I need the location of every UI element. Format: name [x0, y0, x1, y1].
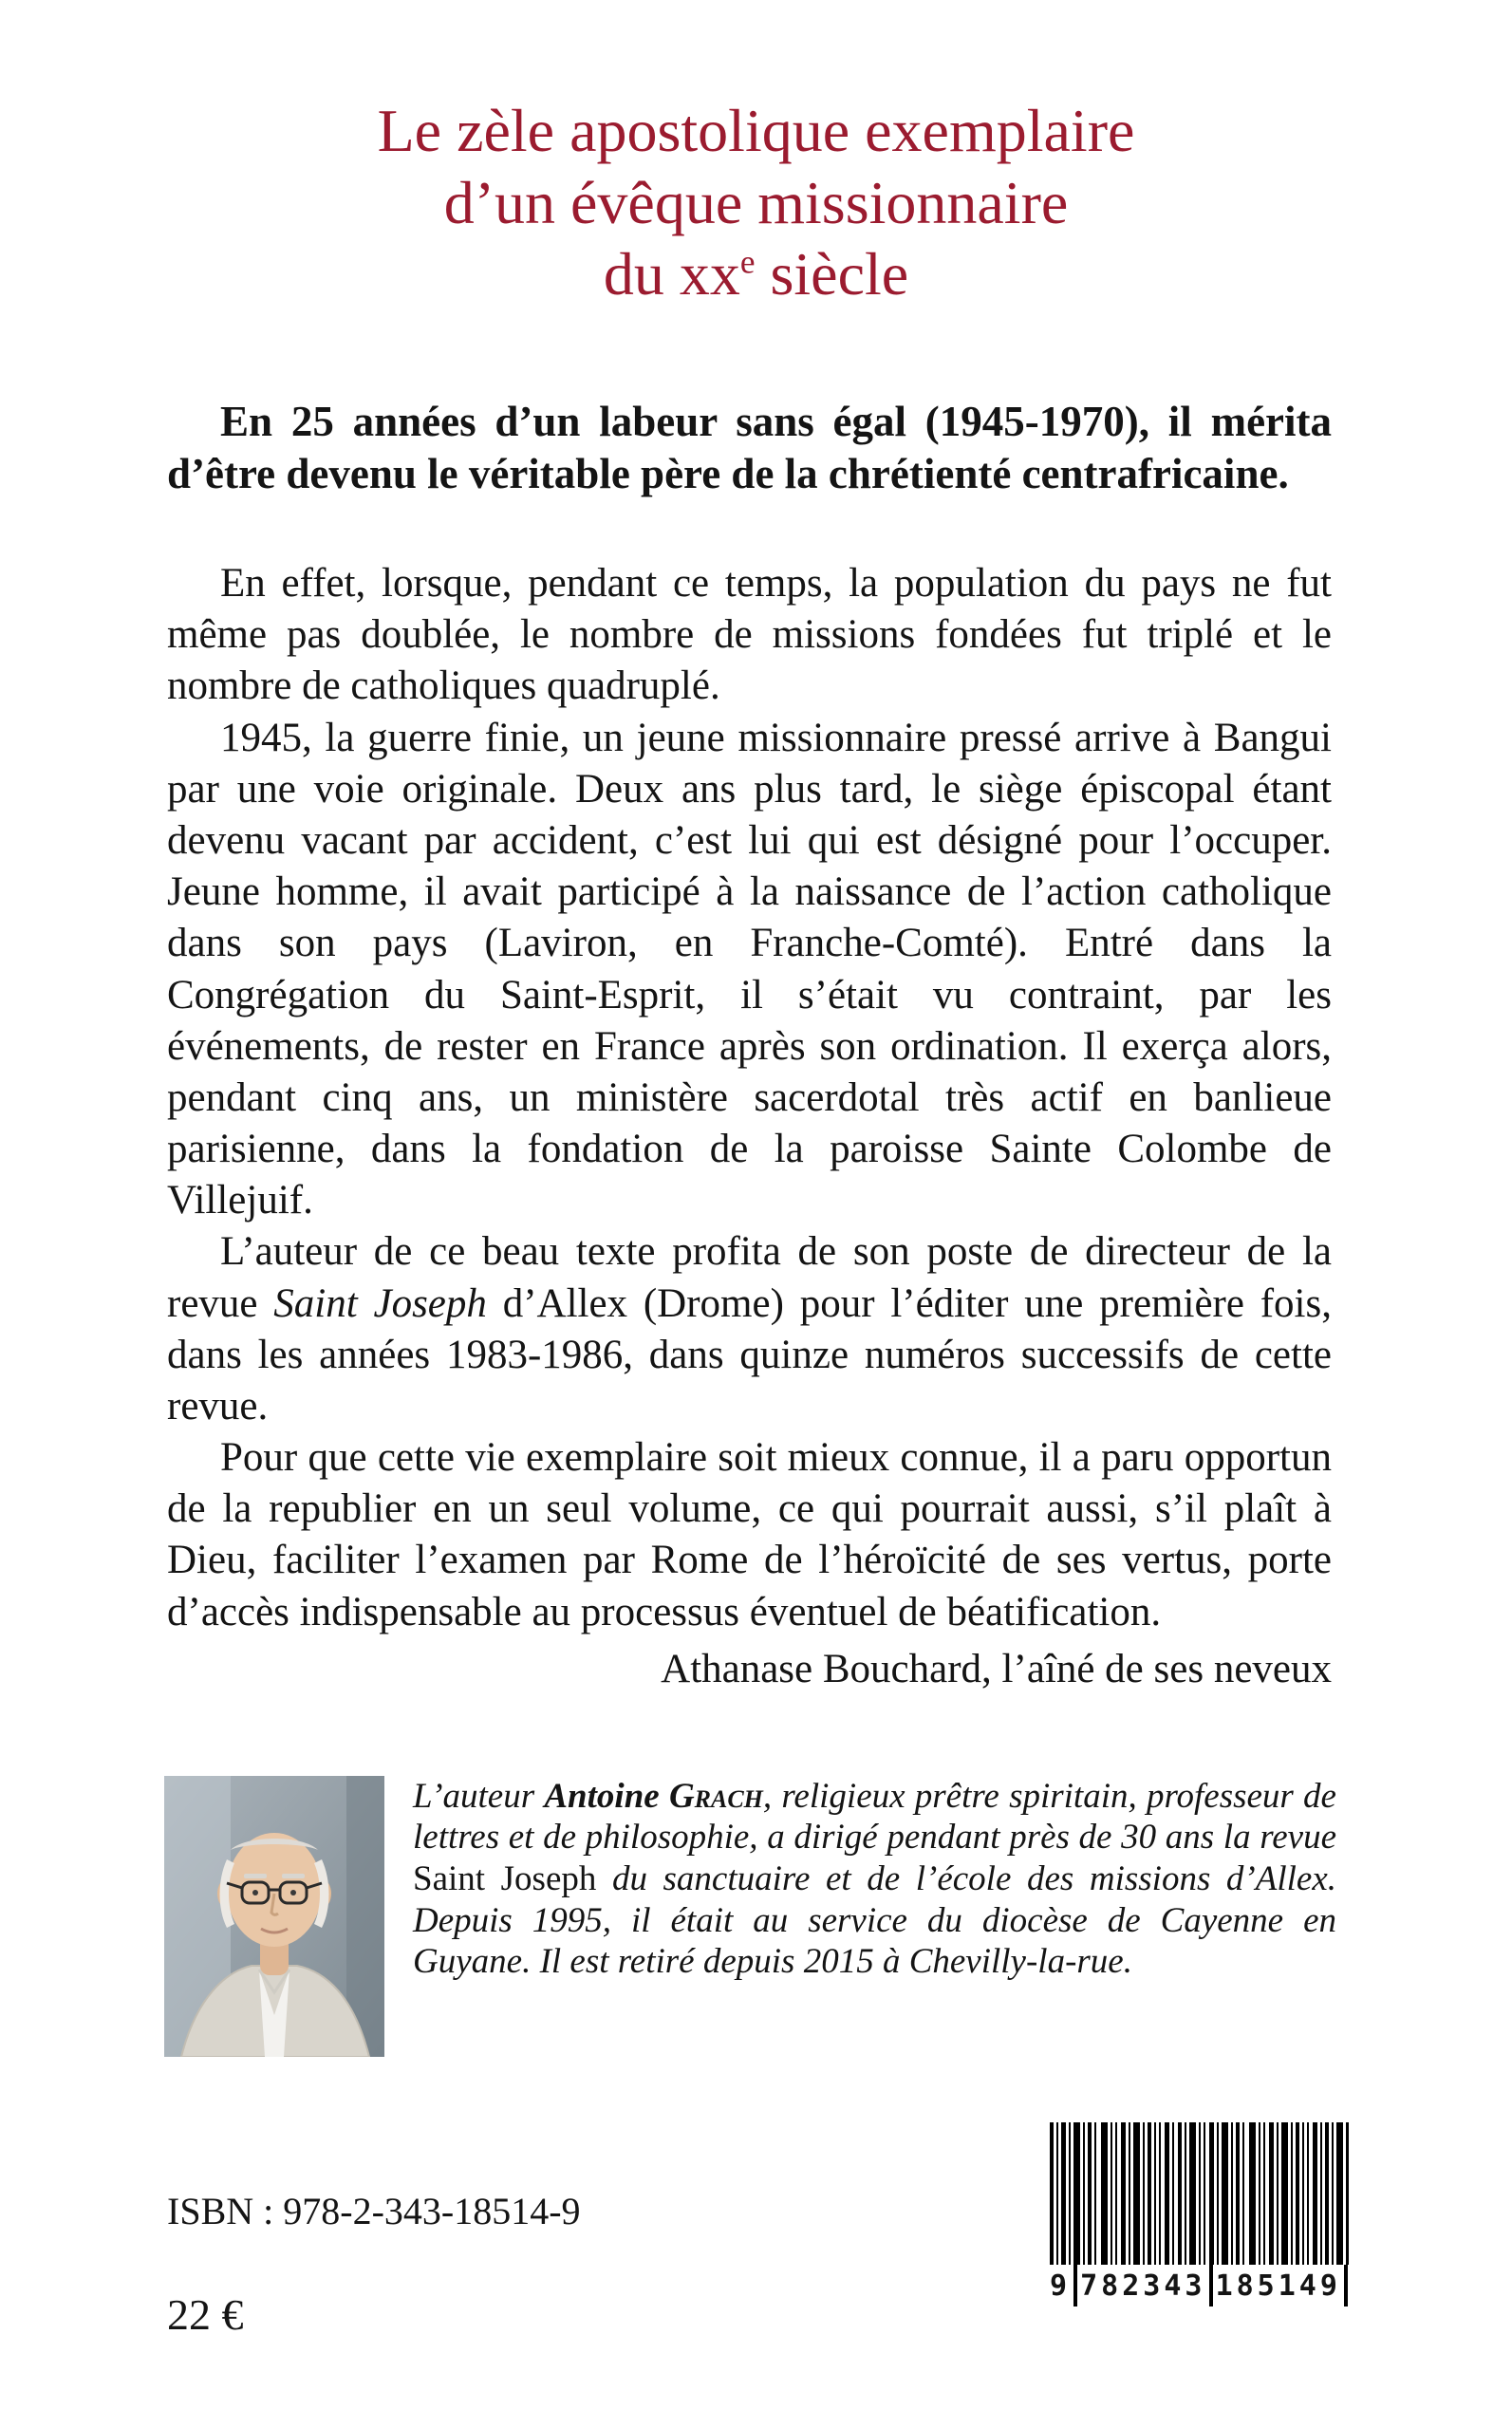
barcode [1048, 2122, 1350, 2306]
barcode-digit-group: 185149 [1215, 2269, 1341, 2303]
signature-line: Athanase Bouchard, l’aîné de ses neveux [661, 1646, 1332, 1691]
barcode-guard-bar [1073, 2265, 1077, 2306]
barcode-digit-group: 782343 [1080, 2269, 1206, 2303]
body-paragraph: L’auteur de ce beau texte profita de son poste de directeur de la revue Saint Joseph d’Allex (Drome) pour l’éditer une première fois, dans les années 1983-1986, dans quinze numéros successifs de cette revue. [167, 1229, 1332, 1429]
superscript-e: e [739, 243, 756, 281]
barcode-digits [1048, 2265, 1350, 2306]
revue-title: Saint Joseph [413, 1859, 597, 1899]
body-paragraph: Pour que cette vie exemplaire soit mieux connue, il a paru opportun de la republier en un seul volume, ce qui pourrait aussi, s’il plaît à Dieu, faciliter l’examen par Rome de l’héroïcité de ses vertus, porte d’accès indispensable au processus éventuel de béatification. [167, 1435, 1332, 1634]
barcode-digit-group: 9 [1050, 2269, 1072, 2303]
barcode-guard-bar [1209, 2265, 1213, 2306]
author-bio-text: L’auteur Antoine Grach, religieux prêtre spiritain, professeur de lettres et de philosophie, a dirigé pendant près de 30 ans la revue Saint Joseph du sanctuaire et de l’école des missions d’Allex. Depuis 1995, il était au service du diocèse de Cayenne en Guyane. Il est retiré depuis 2015 à Chevilly-la-rue. [413, 1776, 1337, 1982]
isbn-text: ISBN : 978-2-343-18514-9 [167, 2190, 581, 2232]
book-title-line: d’un évêque missionnaire [443, 168, 1069, 236]
lead-paragraph: En 25 années d’un labeur sans égal (1945-1970), il mérita d’être devenu le véritable père de la chrétienté centrafricaine. [167, 397, 1332, 498]
book-title-line: Le zèle apostolique exemplaire [377, 97, 1135, 164]
book-title-line: du $xx^e$ siècle [603, 240, 909, 308]
body-paragraph: 1945, la guerre finie, un jeune missionnaire pressé arrive à Bangui par une voie originale. Deux ans plus tard, le siège épiscopal étant devenu vacant par accident, c’est lui qui est désigné pour l’occuper. Jeune homme, il avait participé à la naissance de l’action catholique dans son pays (Laviron, en Franche-Comté). Entré dans la Congrégation du Saint-Esprit, il s’était vu contraint, par les événements, de rester en France après son ordination. Il exerça alors, pendant cinq ans, un ministère sacerdotal très actif en banlieue parisienne, dans la fondation de la paroisse Sainte Colombe de Villejuif. [167, 715, 1332, 1223]
body-text [167, 558, 1332, 1638]
revue-title: Saint Joseph [273, 1280, 487, 1326]
body-paragraph: En effet, lorsque, pendant ce temps, la population du pays ne fut même pas doublée, le nombre de missions fondées fut triplé et le nombre de catholiques quadruplé. [167, 561, 1332, 709]
price-text: 22 € [167, 2290, 244, 2339]
author-name: Antoine Grach [544, 1776, 763, 1816]
author-bio-section [164, 1776, 1336, 2057]
author-photo [164, 1776, 384, 2057]
barcode-bars [1048, 2122, 1350, 2265]
author-portrait-illustration [164, 1776, 384, 2057]
book-title [104, 95, 1408, 310]
barcode-guard-bar [1344, 2265, 1348, 2306]
